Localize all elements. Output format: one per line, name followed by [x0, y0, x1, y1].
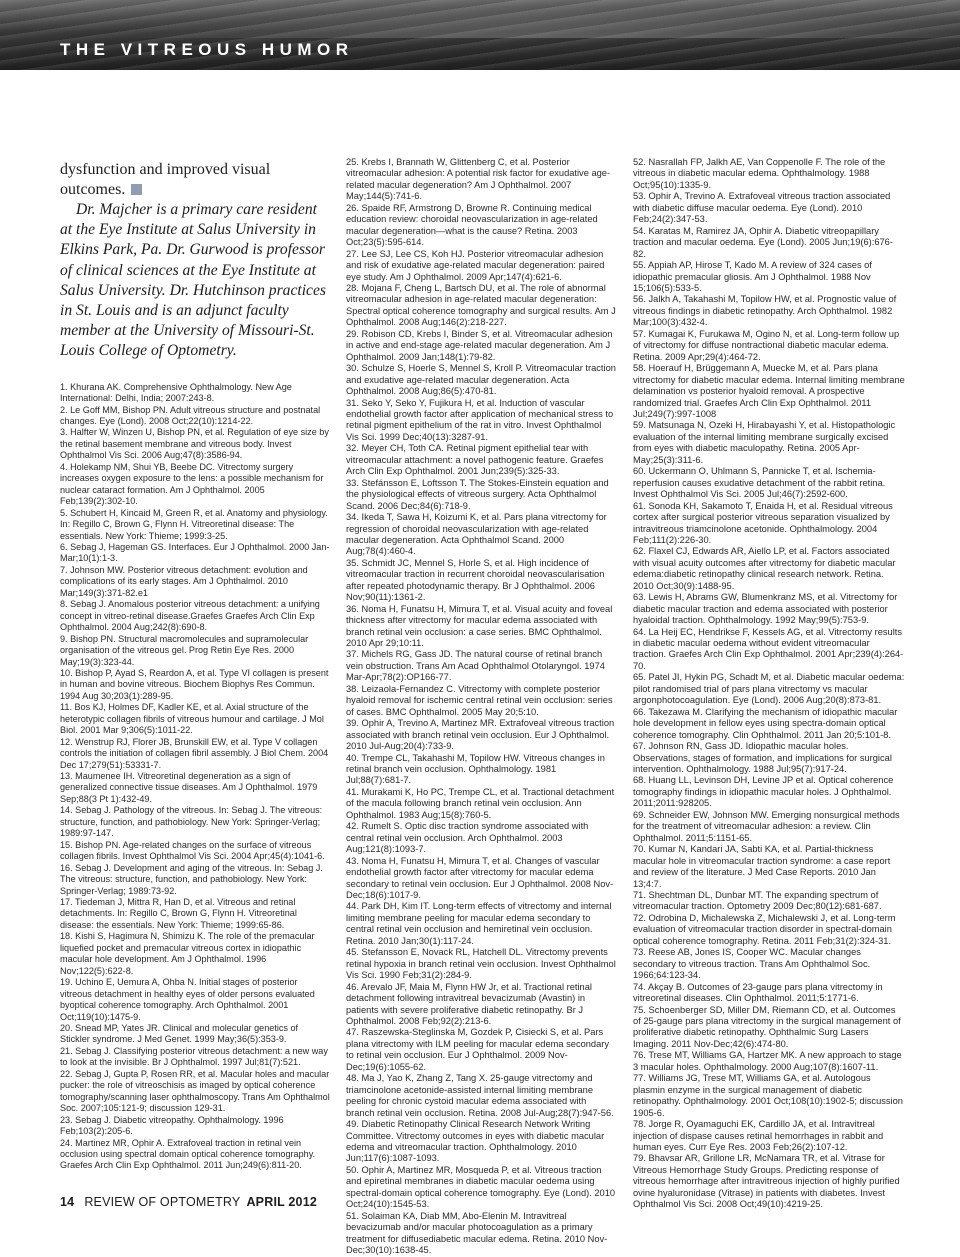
reference-item: 64. La Heij EC, Hendrikse F, Kessels AG, et al. Vitrectomy results in diabetic macular oedema without evident vitreomacular traction. Graefes Arch Clin Exp Ophthalmol. 2001 Apr;239(4):264-70.	[633, 626, 904, 671]
reference-item: 4. Holekamp NM, Shui YB, Beebe DC. Vitrectomy surgery increases oxygen exposure to the lens: a possible mechanism for nuclear cataract formation. Am J Ophthalmol. 2005 Feb;139(2):302-10.	[60, 461, 324, 507]
reference-item: 32. Meyer CH, Toth CA. Retinal pigment epithelial tear with vitreomacular attachment: a novel pathogenic feature. Graefes Arch Clin Exp Ophthalmol. 2001 Jun;239(5):325-33.	[346, 443, 604, 477]
reference-item: 67. Johnson RN, Gass JD. Idiopathic macular holes. Observations, stages of formation, and implications for surgical intervention. Ophthalmology. 1988 Jul;95(7):917-24.	[633, 741, 892, 775]
reference-item: 55. Appiah AP, Hirose T, Kado M. A review of 324 cases of idiopathic premacular gliosis. Am J Ophthalmol. 1988 Nov 15;106(5):533-5.	[633, 260, 872, 293]
reference-item: 27. Lee SJ, Lee CS, Koh HJ. Posterior vitreomacular adhesion and risk of exudative age-related macular degeneration: paired eye study. Am J Ophthalmol. 2009 Apr;147(4):621-6.	[346, 248, 605, 282]
reference-item: 14. Sebag J. Pathology of the vitreous. In: Sebag J. The vitreous: structure, function, and pathobiology. New York: Springer-Verlag; 1989:97-147.	[60, 805, 323, 839]
reference-item: 45. Stefansson E, Novack RL, Hatchell DL. Vitrectomy prevents retinal hypoxia in branch retinal vein occlusion. Invest Ophthalmol Vis Sci. 1990 Feb;31(2):284-9.	[346, 947, 616, 981]
reference-item: 10. Bishop P, Ayad S, Reardon A, et al. Type VI collagen is present in human and bovine vitreous. Biochem Biophys Res Commun. 1994 Aug 30;203(1):289-95.	[60, 667, 329, 701]
reference-item: 20. Snead MP, Yates JR. Clinical and molecular genetics of Stickler syndrome. J Med Genet. 1999 May;36(5):353-9.	[60, 1023, 299, 1045]
reference-item: 53. Ophir A, Trevino A. Extrafoveal vitreous traction associated with diabetic diffuse macular oedema. Eye (Lond). 2010 Feb;24(2):347-53.	[633, 191, 891, 225]
header-banner	[0, 0, 960, 70]
intro-text	[60, 160, 330, 200]
reference-item: 7. Johnson MW. Posterior vitreous detachment: evolution and complications of its early stages. Am J Ophthalmol. 2010 Mar;149(3):371-82.e1	[60, 564, 308, 598]
reference-item: 70. Kumar N, Kandari JA, Sabti KA, et al. Partial-thickness macular hole in vitreomacular traction syndrome: a case report and review of the literature. J Med Case Reports. 2010 Jan 13;4:7.	[633, 844, 891, 889]
reference-item: 61. Sonoda KH, Sakamoto T, Enaida H, et al. Residual vitreous cortex after surgical posterior vitreous separation visualized by intravitreous triamcinolone acetonide. Ophthalmology. 2004 Feb;111(2):226-30.	[633, 500, 893, 545]
reference-item: 8. Sebag J. Anomalous posterior vitreous detachment: a unifying concept in vitreo-retinal disease.Graefes Graefes Arch Clin Exp Ophthalmol. 2004 Aug;242(8):690-8.	[60, 599, 320, 633]
reference-item: 13. Maumenee IH. Vitreoretinal degeneration as a sign of generalized connective tissue diseases. Am J Ophthalmol. 1979 Sep;88(3 Pt 1):432-49.	[60, 771, 318, 804]
reference-item: 49. Diabetic Retinopathy Clinical Research Network Writing Committee. Vitrectomy outcomes in eyes with diabetic macular edema and vitreomacular traction. Ophthalmology. 2010 Jun;117(6):1087-1093.	[346, 1119, 605, 1164]
reference-item: 33. Stefánsson E, Loftsson T. The Stokes-Einstein equation and the physiological effects of vitreous surgery. Acta Ophthalmol Scand. 2006 Dec;84(6):718-9.	[346, 477, 609, 511]
reference-list-left	[60, 382, 330, 1172]
reference-item: 29. Robison CD, Krebs I, Binder S, et al. Vitreomacular adhesion in active and end-stage age-related macular degeneration. Am J Ophthalmol. 2009 Jan;148(1):79-82.	[346, 328, 613, 362]
publication-name: REVIEW OF OPTOMETRY	[84, 1195, 241, 1209]
reference-item: 52. Nasrallah FP, Jalkh AE, Van Coppenolle F. The role of the vitreous in diabetic macular edema. Ophthalmology. 1988 Oct;95(10):1335-9.	[633, 157, 886, 190]
reference-item: 47. Raszewska-Steglinska M, Gozdek P, Cisiecki S, et al. Pars plana vitrectomy with ILM peeling for macular edema secondary to retinal vein occlusion. Eur J Ophthalmol. 2009 Nov-Dec;19(6):1055-62.	[346, 1027, 610, 1072]
reference-item: 71. Shechtman DL, Dunbar MT. The expanding spectrum of vitreomacular traction. Optometry 2009 Dec;80(12):681-687.	[633, 890, 882, 912]
reference-item: 62. Flaxel CJ, Edwards AR, Aiello LP, et al. Factors associated with visual acuity outcomes after vitrectomy for diabetic macular edema:diabetic retinopathy clinical research network. Retina. 2010 Oct;30(9):1488-95.	[633, 546, 896, 591]
reference-item: 37. Michels RG, Gass JD. The natural course of retinal branch vein obstruction. Trans Am Acad Ophthalmol Otolaryngol. 1974 Mar-Apr;78(2):OP166-77.	[346, 649, 605, 683]
reference-item: 76. Trese MT, Williams GA, Hartzer MK. A new approach to stage 3 macular holes. Ophthalmology. 2000 Aug;107(8):1607-11.	[633, 1050, 902, 1072]
reference-item: 15. Bishop PN. Age-related changes on the surface of vitreous collagen fibrils. Invest Ophthalmol Vis Sci. 2004 Apr;45(4):1041-6.	[60, 839, 325, 862]
reference-item: 54. Karatas M, Ramirez JA, Ophir A. Diabetic vitreopapillary traction and macular oedema. Eye (Lond). 2005 Jun;19(6):676-82.	[633, 225, 893, 259]
reference-item: 1. Khurana AK. Comprehensive Ophthalmology. New Age International: Delhi, India; 2007:243-8.	[60, 381, 292, 404]
reference-item: 72. Odrobina D, Michalewska Z, Michalewski J, et al. Long-term evaluation of vitreomacular traction disorder in spectral-domain optical coherence tomography. Retina. 2011 Feb;31(2):324-31.	[633, 912, 896, 946]
reference-list-middle	[346, 157, 616, 1257]
reference-item: 16. Sebag J. Development and aging of the vitreous. In: Sebag J. The vitreous: structure, function, and pathobiology. New York: Springer-Verlag; 1989:73-92.	[60, 862, 323, 896]
reference-item: 18. Kishi S, Hagimura N, Shimizu K. The role of the premacular liquefied pocket and premacular vitreous cortex in idiopathic macular hole development. Am J Ophthalmol. 1996 Nov;122(5):622-8.	[60, 931, 315, 976]
reference-item: 59. Matsunaga N, Ozeki H, Hirabayashi Y, et al. Histopathologic evaluation of the internal limiting membrane surgically excised from eyes with diabetic maculopathy. Retina. 2005 Apr-May;25(3):311-6.	[633, 420, 896, 465]
reference-item: 58. Hoerauf H, Brüggemann A, Muecke M, et al. Pars plana vitrectomy for diabetic macular edema. Internal limiting membrane delamination vs posterior hyaloid removal. A prospective randomized trial. Graefes Arch Clin Exp Ophthalmol. 2011 Jul;249(7):997-1008	[633, 363, 905, 419]
reference-item: 74. Akçay B. Outcomes of 23-gauge pars plana vitrectomy in vitreoretinal diseases. Clin Ophthalmol. 2011;5:1771-6.	[633, 981, 883, 1004]
reference-item: 43. Noma H, Funatsu H, Mimura T, et al. Changes of vascular endothelial growth factor after vitrectomy for macular edema secondary to retinal vein occlusion. Eur J Ophthalmol. 2008 Nov-Dec;18(6):1017-9.	[346, 855, 614, 900]
reference-item: 60. Uckermann O, Uhlmann S, Pannicke T, et al. Ischemia-reperfusion causes exudative detachment of the rabbit retina. Invest Ophthalmol Vis Sci. 2005 Jul;46(7):2592-600.	[633, 466, 886, 500]
reference-item: 39. Ophir A, Trevino A, Martinez MR. Extrafoveal vitreous traction associated with branch retinal vein occlusion. Eur J Ophthalmol. 2010 Jul-Aug;20(4):733-9.	[346, 718, 615, 752]
reference-item: 28. Mojana F, Cheng L, Bartsch DU, et al. The role of abnormal vitreomacular adhesion in age-related macular degeneration: Spectral optical coherence tomography and surgical results. Am J Ophthalmol. 2008 Aug;146(2):218-227.	[346, 282, 616, 328]
reference-item: 36. Noma H, Funatsu H, Mimura T, et al. Visual acuity and foveal thickness after vitrectomy for macular edema associated with branch retinal vein occlusion: a case series. BMC Ophthalmol. 2010 Apr 29;10:11.	[346, 603, 613, 649]
reference-item: 30. Schulze S, Hoerle S, Mennel S, Kroll P. Vitreomacular traction and exudative age-related macular degeneration. Acta Ophthalmol. 2008 Aug;86(5):470-81.	[346, 363, 616, 397]
reference-item: 24. Martinez MR, Ophir A. Extrafoveal traction in retinal vein occlusion using spectral domain optical coherence tomography. Graefes Arch Clin Exp Ophthalmol. 2011 Jun;249(6):811-20.	[60, 1137, 316, 1171]
reference-item: 78. Jorge R, Oyamaguchi EK, Cardillo JA, et al. Intravitreal injection of dispase causes retinal hemorrhages in rabbit and human eyes. Curr Eye Res. 2003 Feb;26(2):107-12.	[633, 1119, 884, 1152]
reference-item: 31. Seko Y, Seko Y, Fujikura H, et al. Induction of vascular endothelial growth factor after application of mechanical stress to retinal pigment epithelium of the rat in vitro. Invest Ophthalmol Vis Sci. 1999 Dec;40(13):3287-91.	[346, 397, 614, 442]
reference-item: 21. Sebag J. Classifying posterior vitreous detachment: a new way to look at the invisible. Br J Ophthalmol. 1997 Jul;81(7):521.	[60, 1045, 328, 1068]
reference-item: 44. Park DH, Kim IT. Long-term effects of vitrectomy and internal limiting membrane peeling for macular edema secondary to central retinal vein occlusion and hemiretinal vein occlusion. Retina. 2010 Jan;30(1):117-24.	[346, 901, 612, 946]
reference-item: 68. Huang LL, Levinson DH, Levine JP et al. Optical coherence tomography findings in idiopathic macular holes. J Ophthalmol. 2011;2011:928205.	[633, 775, 894, 809]
intro-sentence: dysfunction and improved visual outcomes.	[60, 161, 271, 198]
reference-item: 46. Arevalo JF, Maia M, Flynn HW Jr, et al. Tractional retinal detachment following intravitreal bevacizumab (Avastin) in patients with severe proliferative diabetic retinopathy. Br J Ophthalmol. 2008 Feb;92(2):213-6.	[346, 981, 592, 1026]
reference-item: 2. Le Goff MM, Bishop PN. Adult vitreous structure and postnatal changes. Eye (Lond). 2008 Oct;22(10):1214-22.	[60, 404, 321, 426]
reference-item: 66. Takezawa M. Clarifying the mechanism of idiopathic macular hole development in fellow eyes using spectra-domain optical coherence tomography. Clin Ophthalmol. 2011 Jan 20;5:101-8.	[633, 706, 898, 740]
reference-item: 63. Lewis H, Abrams GW, Blumenkranz MS, et al. Vitrectomy for diabetic macular traction and edema associated with posterior hyaloidal traction. Ophthalmology. 1992 May;99(5):753-9.	[633, 592, 898, 626]
reference-item: 75. Schoenberger SD, Miller DM, Riemann CD, et al. Outcomes of 25-gauge pars plana vitrectomy in the surgical management of proliferative diabetic retinopathy. Ophthalmic Surg Lasers Imaging. 2011 Nov-Dec;42(6):474-80.	[633, 1004, 901, 1049]
reference-item: 57. Kumagai K, Furukawa M, Ogino N, et al. Long-term follow up of vitrectomy for diffuse nontractional diabetic macular edema. Retina. 2009 Apr;29(4):464-72.	[633, 328, 900, 362]
reference-item: 9. Bishop PN. Structural macromolecules and supramolecular organisation of the vitreous gel. Prog Retin Eye Res. 2000 May;19(3):323-44.	[60, 633, 309, 667]
section-title: THE VITREOUS HUMOR	[60, 40, 354, 59]
column-middle	[346, 157, 616, 1257]
reference-item: 26. Spaide RF, Armstrong D, Browne R. Continuing medical education review: choroidal neovascularization in age-related macular degeneration—what is the cause? Retina. 2003 Oct;23(5):595-614.	[346, 202, 598, 248]
reference-item: 50. Ophir A, Martinez MR, Mosqueda P, et al. Vitreous traction and epiretinal membranes in diabetic macular oedema using spectral-domain optical coherence tomography. Eye (Lond). 2010 Oct;24(10):1545-53.	[346, 1164, 616, 1210]
reference-item: 11. Bos KJ, Holmes DF, Kadler KE, et al. Axial structure of the heterotypic collagen fibrils of vitreous humour and cartilage. J Mol Biol. 2001 Mar 9;306(5):1011-22.	[60, 702, 324, 736]
column-left	[60, 160, 330, 1172]
author-bio: Dr. Majcher is a primary care resident at the Eye Institute at Salus University in Elkins Park, Pa. Dr. Gurwood is professor of clinical sciences at the Eye Institute at Salus University. Dr. Hutchinson practices in St. Louis and is an adjunct faculty member at the University of Missouri-St. Louis College of Optometry.	[60, 201, 326, 360]
page-footer	[60, 1195, 317, 1209]
reference-item: 42. Rumelt S. Optic disc traction syndrome associated with central retinal vein occlusion. Arch Ophthalmol. 2003 Aug;121(8):1093-7.	[346, 821, 589, 855]
reference-item: 19. Uchino E, Uemura A, Ohba N. Initial stages of posterior vitreous detachment in healthy eyes of older persons evaluated byoptical coherence tomography. Arch Ophthalmol. 2001 Oct;119(10):1475-9.	[60, 977, 315, 1022]
reference-item: 12. Wenstrup RJ, Florer JB, Brunskill EW, et al. Type V collagen controls the initiation of collagen fibril assembly. J Biol Chem. 2004 Dec 17;279(51):53331-7.	[60, 736, 329, 770]
reference-item: 34. Ikeda T, Sawa H, Koizumi K, et al. Pars plana vitrectomy for regression of choroidal neovascularization with age-related macular degeneration. Acta Ophthalmol Scand. 2000 Aug;78(4):460-4.	[346, 512, 607, 557]
page-number: 14	[60, 1195, 75, 1209]
reference-item: 56. Jalkh A, Takahashi M, Topilow HW, et al. Prognostic value of vitreous findings in diabetic retinopathy. Arch Ophthalmol. 1982 Mar;100(3):432-4.	[633, 294, 897, 328]
reference-item: 25. Krebs I, Brannath W, Glittenberg C, et al. Posterior vitreomacular adhesion: A potential risk factor for exudative age-related macular degeneration? Am J Ophthalmol. 2007 May;144(5):741-6.	[346, 157, 611, 202]
reference-item: 41. Murakami K, Ho PC, Trempe CL, et al. Tractional detachment of the macula following branch retinal vein occlusion. Ann Ophthalmol. 1983 Aug;15(8):760-5.	[346, 786, 615, 820]
reference-item: 77. Williams JG, Trese MT, Williams GA, et al. Autologous plasmin enzyme in the surgical management of diabetic retinopathy. Ophthalmology. 2001 Oct;108(10):1902-5; discussion 1905-6.	[633, 1073, 903, 1118]
reference-item: 35. Schmidt JC, Mennel S, Horle S, et al. High incidence of vitreomacular traction in recurrent choroidal neovascularisation after repeated photodynamic therapy. Br J Ophthalmol. 2006 Nov;90(11):1361-2.	[346, 557, 605, 603]
reference-item: 17. Tiedeman J, Mittra R, Han D, et al. Vitreous and retinal detachments. In: Regillo C, Brown G, Flynn H. Vitreoretinal disease: the essentials. New York: Thieme; 1999:65-86.	[60, 897, 297, 930]
reference-item: 22. Sebag J, Gupta P, Rosen RR, et al. Macular holes and macular pucker: the role of vitreoschisis as imaged by optical coherence tomography/scanning laser ophthalmoscopy. Trans Am Ophthalmol Soc. 2007;105:121-9; discussion 129-31.	[60, 1068, 330, 1114]
reference-list-right	[633, 157, 905, 1211]
reference-item: 79. Bhavsar AR, Grillone LR, McNamara TR, et al. Vitrase for Vitreous Hemorrhage Study Groups. Predicting response of vitreous hemorrhage after intravitreous injection of highly purified ovine hyaluronidase (Vitrase) in patients with diabetes. Invest Ophthalmol Vis Sci. 2008 Oct;49(10):4219-25.	[633, 1153, 900, 1210]
banner-texture	[0, 0, 960, 38]
reference-item: 73. Reese AB, Jones IS, Cooper WC. Macular changes secondary to vitreous traction. Trans Am Ophthalmol Soc. 1966;64:123-34.	[633, 947, 871, 981]
reference-item: 51. Solaiman KA, Diab MM, Abo-Elenin M. Intravitreal bevacizumab and/or macular photocoagulation as a primary treatment for diffusediabetic macular edema. Retina. 2010 Nov-Dec;30(10):1638-45.	[346, 1210, 608, 1256]
reference-item: 3. Halfter W, Winzen U, Bishop PN, et al. Regulation of eye size by the retinal basement membrane and vitreous body. Invest Ophthalmol Vis Sci. 2006 Aug;47(8):3586-94.	[60, 427, 329, 461]
reference-item: 5. Schubert H, Kincaid M, Green R, et al. Anatomy and physiology. In: Regillo C, Brown G, Flynn H. Vitreoretinal disease: The essentials. New York: Thieme; 1999:3-25.	[60, 507, 328, 541]
column-right	[633, 157, 905, 1210]
reference-item: 38. Leizaola-Fernandez C. Vitrectomy with complete posterior hyaloid removal for ischemic central retinal vein occlusion: series of cases. BMC Ophthalmol. 2005 May 20;5:10.	[346, 683, 613, 717]
issue-date: APRIL 2012	[246, 1195, 318, 1209]
reference-item: 69. Schneider EW, Johnson MW. Emerging nonsurgical methods for the treatment of vitreomacular adhesion: a review. Clin Ophthalmol. 2011;5:1151-65.	[633, 809, 900, 843]
reference-item: 65. Patel JI, Hykin PG, Schadt M, et al. Diabetic macular oedema: pilot randomised trial of pars plana vitrectomy vs macular argonphotocoagulation. Eye (Lond). 2006 Aug;20(8):873-81.	[633, 672, 905, 706]
end-mark-icon	[131, 184, 142, 195]
reference-item: 48. Ma J, Yao K, Zhang Z, Tang X. 25-gauge vitrectomy and triamcinolone acetonide-assisted internal limiting membrane peeling for chronic cystoid macular edema associated with branch retinal vein occlusion. Retina. 2008 Jul-Aug;28(7):947-56.	[346, 1073, 614, 1118]
reference-item: 23. Sebag J. Diabetic vitreopathy. Ophthalmology. 1996 Feb;103(2):205-6.	[60, 1114, 284, 1137]
reference-item: 40. Trempe CL, Takahashi M, Topilow HW. Vitreous changes in retinal branch vein occlusion. Ophthalmology. 1981 Jul;88(7):681-7.	[346, 752, 605, 786]
reference-item: 6. Sebag J, Hageman GS. Interfaces. Eur J Ophthalmol. 2000 Jan-Mar;10(1):1-3.	[60, 541, 330, 564]
